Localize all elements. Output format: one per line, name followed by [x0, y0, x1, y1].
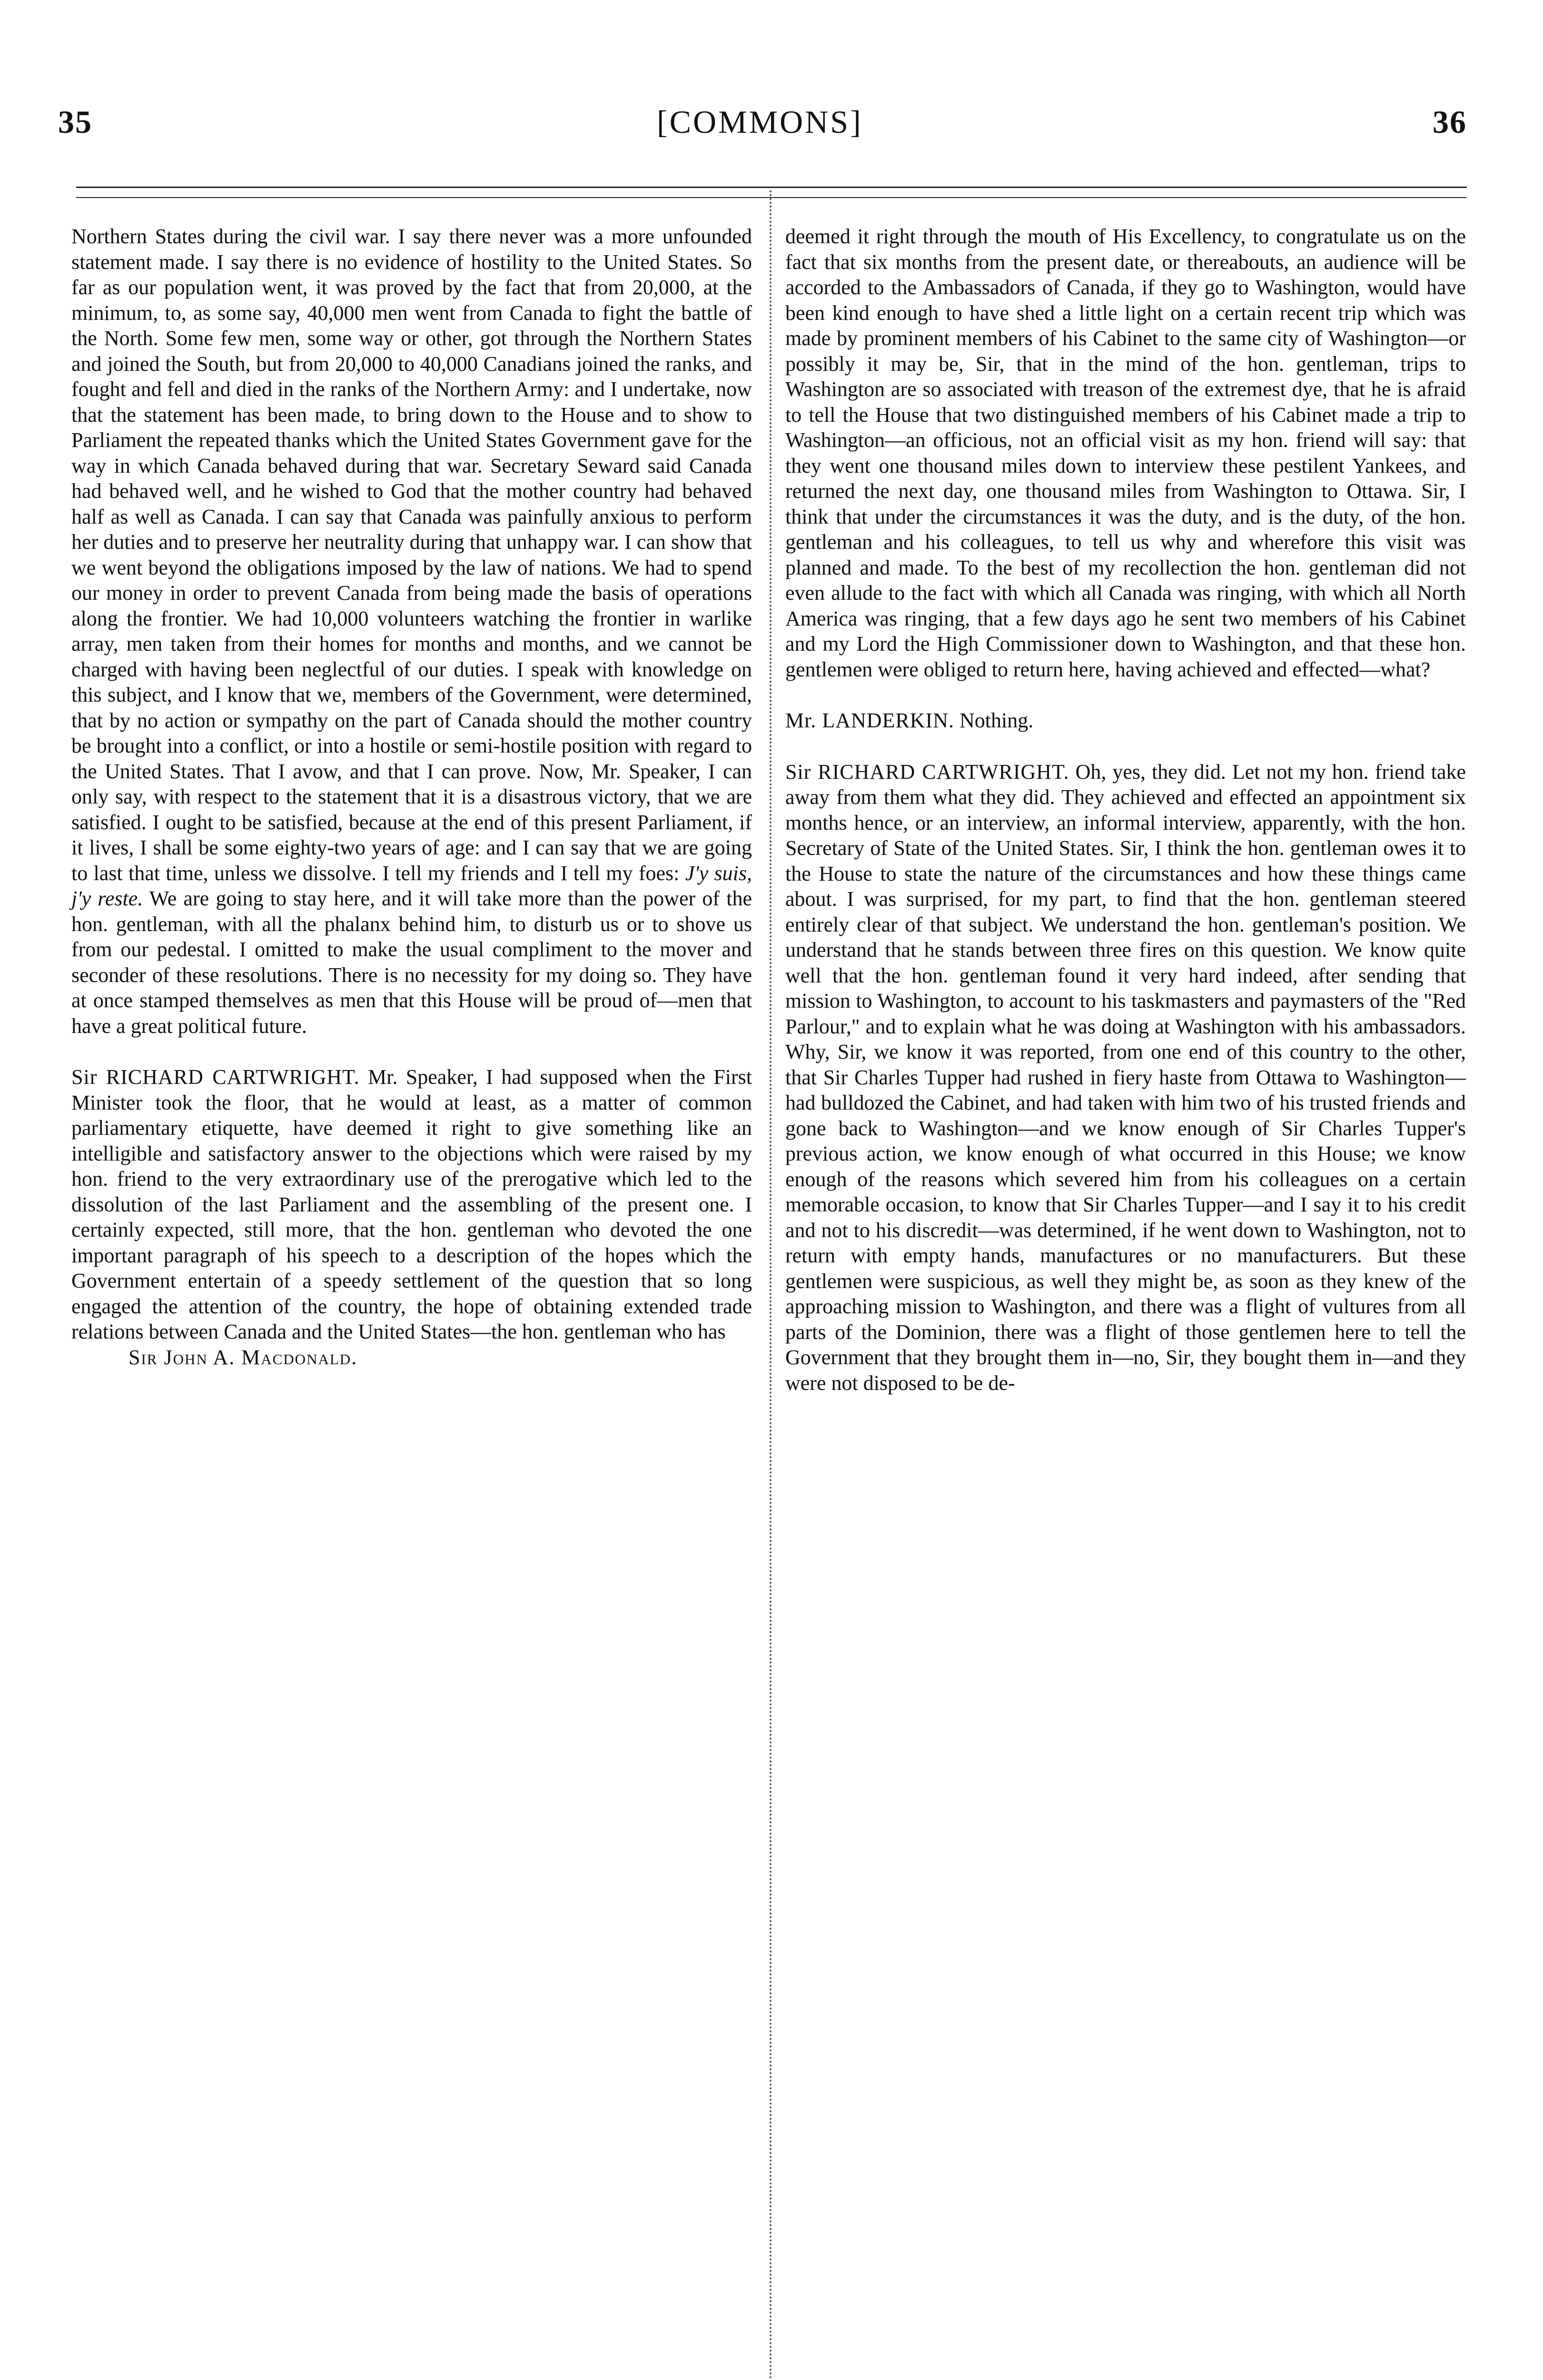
paragraph-text: Nothing.: [959, 709, 1034, 732]
header-rule-bottom: [76, 197, 1467, 198]
paragraph-text: We are going to stay here, and it will take more than the power of the hon. gentleman, with all the phalanx behind him, to disturb us or to shove us from our pedestal. I omitted to make the usual compliment to the mover and seconder of these resolutions. There is no necessity for my doing so. They have at once stamped themselves as men that this House will be proud of—men that have a great political future.: [71, 887, 752, 1038]
paragraph: [785, 224, 1466, 682]
left-column: [71, 224, 752, 1370]
speaker-name: Sir RICHARD CARTWRIGHT.: [785, 760, 1069, 783]
paragraph-text: deemed it right through the mouth of His Excellency, to congratulate us on the fact that six months from the present date, or thereabouts, an audience will be accorded to the Ambassadors of Canada, if they go to Washington, would have been kind enough to have shed a little light on a certain recent trip which was made by prominent members of his Cabinet to the same city of Washington—or possibly it may be, Sir, that in the mind of the hon. gentleman, trips to Washington are so associated with treason of the extremest dye, that he is afraid to tell the House that two distinguished members of his Cabinet made a trip to Washington—an officious, not an official visit as my hon. friend will say: that they went one thousand miles down to interview these pestilent Yankees, and returned the next day, one thousand miles from Washington to Ottawa. Sir, I think that under the circumstances it was the duty, and is the duty, of the hon. gentleman and his colleagues, to tell us why and wherefore this visit was planned and made. To the best of my recollection the hon. gentleman did not even allude to the fact with which all Canada was ringing, with which all North America was ringing, that a few days ago he sent two members of his Cabinet and my Lord the High Commissioner down to Washington, and that these hon. gentlemen were obliged to return here, having achieved and effected—what?: [785, 225, 1466, 681]
right-page-number: 36: [1433, 104, 1467, 140]
paragraph-text: Oh, yes, they did. Let not my hon. friend take away from them what they did. They achieved and effected an appointment six months hence, or an interview, an informal interview, apparently, with the hon. Secretary of State of the United States. Sir, I think the hon. gentleman owes it to the House to state the nature of the circumstances and how these things came about. I was surprised, for my part, to find that the hon. gentleman steered entirely clear of that subject. We understand the hon. gentleman's position. We understand that he stands between three fires on this question. We know quite well that the hon. gentleman found it very hard indeed, after sending that mission to Washington, to account to his taskmasters and paymasters of the "Red Parlour," and to explain what he was doing at Washington with his ambassadors. Why, Sir, we know it was reported, from one end of this country to the other, that Sir Charles Tupper had rushed in fiery haste from Ottawa to Washington—had bulldozed the Cabinet, and had taken with him two of his trusted friends and gone back to Washington—and we know enough of Sir Charles Tupper's previous action, we know enough of what occurred in this House; we know enough of the reasons which severed him from his colleagues on a certain memorable occasion, to know that Sir Charles Tupper—and I say it to his credit and not to his discredit—was determined, if he went down to Washington, not to return with empty hands, manufactures or no manufacturers. But these gentlemen were suspicious, as well they might be, as soon as they knew of the approaching mission to Washington, and there was a flight of vultures from all parts of the Dominion, there was a flight of those gentlemen here to tell the Government that they brought them in—no, Sir, they bought them in—and they were not disposed to be de-: [785, 760, 1466, 1395]
left-page-number: 35: [58, 104, 92, 140]
paragraph: [71, 1064, 752, 1345]
paragraph: [785, 708, 1466, 734]
paragraph: [71, 224, 752, 1039]
right-column: [785, 224, 1466, 1396]
speaker-name: Mr. LANDERKIN.: [785, 709, 954, 732]
column-divider: [770, 190, 772, 2380]
header-rule-top: [76, 187, 1467, 188]
page-title: [COMMONS]: [657, 104, 863, 140]
speaker-name: Sir RICHARD CARTWRIGHT.: [71, 1065, 360, 1089]
speaker-signature: Sir John A. Macdonald.: [129, 1345, 358, 1369]
paragraph: [785, 759, 1466, 1396]
paragraph-text: Mr. Speaker, I had supposed when the First Minister took the floor, that he would at least, as a matter of common parliamentary etiquette, have deemed it right to give something like an intelligible and satisfactory answer to the objections which were raised by my hon. friend to the very extraordinary use of the prerogative which led to the dissolution of the last Parliament and the assembling of the present one. I certainly expected, still more, that the hon. gentleman who devoted the one important paragraph of his speech to a description of the hopes which the Government entertain of a speedy settlement of the question that so long engaged the attention of the country, the hope of obtaining extended trade relations between Canada and the United States—the hon. gentleman who has: [71, 1065, 752, 1343]
italic-quote: J'y suis, j'y reste.: [71, 861, 752, 910]
paragraph-text: Northern States during the civil war. I say there never was a more unfounded statement made. I say there is no evidence of hostility to the United States. So far as our population went, it was proved by the fact that from 20,000, at the minimum, to, as some say, 40,000 men went from Canada to fight the battle of the North. Some few men, some way or other, got through the Northern States and joined the South, but from 20,000 to 40,000 Canadians joined the ranks, and fought and fell and died in the ranks of the Northern Army: and I undertake, now that the statement has been made, to bring down to the House and to show to Parliament the repeated thanks which the United States Government gave for the way in which Canada behaved during that war. Secretary Seward said Canada had behaved well, and he wished to God that the mother country had behaved half as well as Canada. I can say that Canada was painfully anxious to perform her duties and to preserve her neutrality during that unhappy war. I can show that we went beyond the obligations imposed by the law of nations. We had to spend our money in order to prevent Canada from being made the basis of operations along the frontier. We had 10,000 volunteers watching the frontier in warlike array, men taken from their homes for months and months, and we cannot be charged with having been neglectful of our duties. I speak with knowledge on this subject, and I know that we, members of the Government, were determined, that by no action or sympathy on the part of Canada should the mother country be brought into a conflict, or into a hostile or semi-hostile position with regard to the United States. That I avow, and that I can prove. Now, Mr. Speaker, I can only say, with respect to the statement that it is a disastrous victory, that we are satisfied. I ought to be satisfied, because at the end of this present Parliament, if it lives, I shall be some eighty-two years of age: and I can say that we are going to last that time, unless we dissolve. I tell my friends and I tell my foes:: [71, 225, 752, 885]
